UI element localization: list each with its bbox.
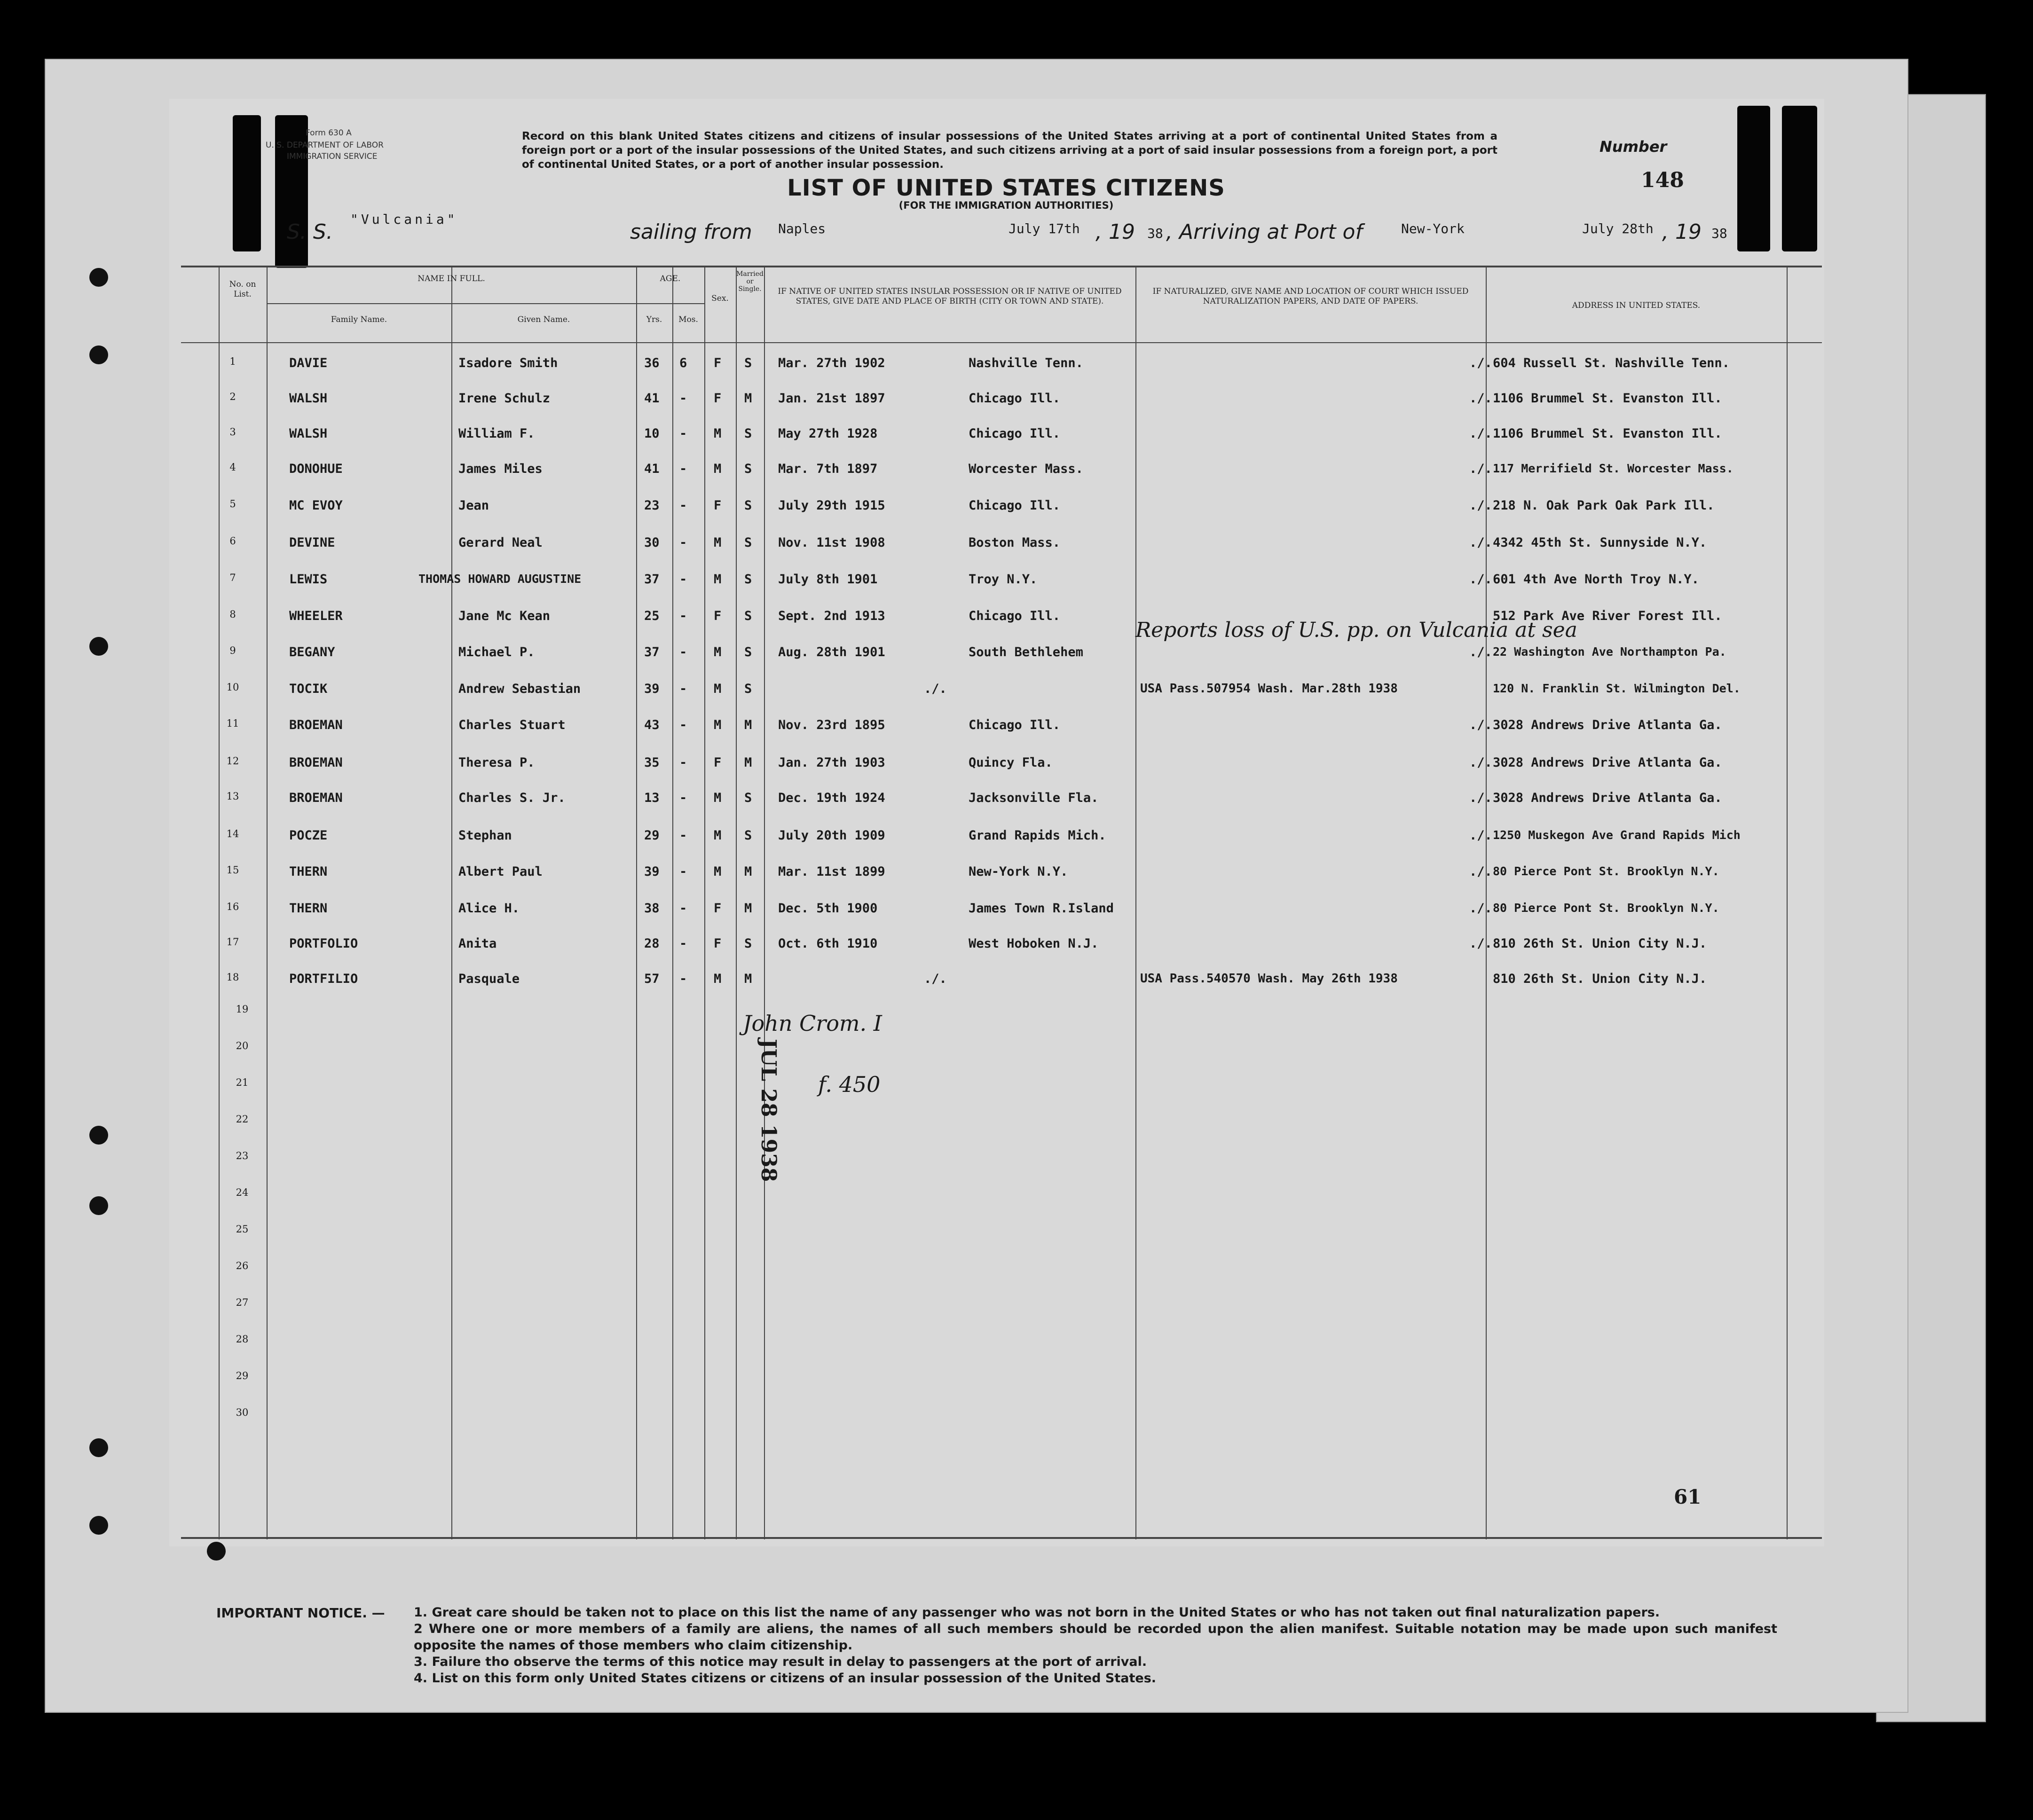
cell-mos: - xyxy=(679,718,687,732)
cell-addr: 117 Merrifield St. Worcester Mass. xyxy=(1493,462,1734,475)
cell-addr: 3028 Andrews Drive Atlanta Ga. xyxy=(1493,791,1722,805)
cell-sex: F xyxy=(714,498,722,513)
cell-addr: 1106 Brummel St. Evanston Ill. xyxy=(1493,391,1722,406)
cell-yrs: 10 xyxy=(644,426,660,441)
cell-yrs: 29 xyxy=(644,828,660,843)
cell-family: BROEMAN xyxy=(289,791,343,805)
cell-sex: M xyxy=(714,682,722,696)
cell-no: 15 xyxy=(226,864,239,876)
cell-no: 13 xyxy=(226,791,239,802)
cell-bplace: Jacksonville Fla. xyxy=(969,791,1099,805)
cell-mos: - xyxy=(679,791,687,805)
ship-name: "Vulcania" xyxy=(350,212,458,227)
cell-ms: S xyxy=(744,645,752,659)
cell-given: Michael P. xyxy=(458,645,535,659)
index-tab xyxy=(1782,106,1817,251)
table-row xyxy=(181,823,1822,851)
empty-row-number: 29 xyxy=(236,1370,249,1381)
cell-ms: S xyxy=(744,498,752,513)
cell-sex: M xyxy=(714,864,722,879)
table-row xyxy=(181,895,1822,924)
table-bottom-rule xyxy=(181,1537,1822,1539)
cell-nat: ./. xyxy=(1469,791,1492,805)
cell-ms: S xyxy=(744,609,752,623)
cell-given: Charles S. Jr. xyxy=(458,791,566,805)
empty-row-number: 30 xyxy=(236,1407,249,1418)
cell-yrs: 30 xyxy=(644,535,660,550)
cell-family: POCZE xyxy=(289,828,328,843)
cell-nat: ./. xyxy=(1469,936,1492,951)
col-header-sex: Sex. xyxy=(711,294,729,303)
cell-bdate: Jan. 21st 1897 xyxy=(778,391,885,406)
cell-nat: USA Pass.507954 Wash. Mar.28th 1938 xyxy=(1140,682,1398,696)
empty-row-number: 24 xyxy=(236,1187,249,1198)
cell-addr: 218 N. Oak Park Oak Park Ill. xyxy=(1493,498,1715,513)
cell-family: WALSH xyxy=(289,391,328,406)
index-tab xyxy=(1737,106,1770,251)
empty-row-number: 25 xyxy=(236,1224,249,1235)
arrival-port: New-York xyxy=(1401,221,1465,236)
cell-yrs: 13 xyxy=(644,791,660,805)
cell-sex: F xyxy=(714,936,722,951)
index-tab xyxy=(233,115,261,251)
passenger-table xyxy=(181,266,1822,1539)
cell-bdate: Sept. 2nd 1913 xyxy=(778,609,885,623)
cell-yrs: 41 xyxy=(644,462,660,476)
cell-addr: 120 N. Franklin St. Wilmington Del. xyxy=(1493,682,1741,695)
cell-nat: ./. xyxy=(1469,755,1492,770)
notice-label: IMPORTANT NOTICE. — xyxy=(216,1605,385,1621)
service: IMMIGRATION SERVICE xyxy=(287,152,378,161)
table-row xyxy=(181,350,1822,378)
sailing-label: sailing from xyxy=(630,220,752,244)
cell-bdate: July 8th 1901 xyxy=(778,572,878,587)
table-row xyxy=(181,931,1822,959)
table-row xyxy=(181,385,1822,414)
cell-yrs: 41 xyxy=(644,391,660,406)
cell-mos: - xyxy=(679,498,687,513)
cell-addr: 4342 45th St. Sunnyside N.Y. xyxy=(1493,535,1707,550)
cell-bplace: New-York N.Y. xyxy=(969,864,1068,879)
cell-bdate: Mar. 7th 1897 xyxy=(778,462,878,476)
cell-nat: ./. xyxy=(1469,828,1492,843)
notice-item: 4. List on this form only United States citizens or citizens of an insular possession of the United States. xyxy=(414,1671,1157,1686)
cell-yrs: 28 xyxy=(644,936,660,951)
cell-no: 17 xyxy=(226,936,239,948)
cell-no: 12 xyxy=(226,755,239,767)
cell-addr: 512 Park Ave River Forest Ill. xyxy=(1493,609,1722,623)
cell-addr: 1106 Brummel St. Evanston Ill. xyxy=(1493,426,1722,441)
cell-ms: M xyxy=(744,755,752,770)
cell-no: 16 xyxy=(226,901,239,912)
cell-bplace: Chicago Ill. xyxy=(969,498,1061,513)
cell-bdate: ./. xyxy=(924,972,947,986)
cell-mos: - xyxy=(679,755,687,770)
cell-ms: S xyxy=(744,462,752,476)
cell-ms: M xyxy=(744,391,752,406)
cell-bdate: ./. xyxy=(924,682,947,696)
cell-bplace: Worcester Mass. xyxy=(969,462,1083,476)
cell-ms: S xyxy=(744,356,752,370)
cell-no: 3 xyxy=(229,426,236,438)
cell-addr: 810 26th St. Union City N.J. xyxy=(1493,936,1707,951)
cell-ms: M xyxy=(744,901,752,916)
cell-nat: ./. xyxy=(1469,426,1492,441)
cell-mos: 6 xyxy=(679,356,687,370)
cell-nat: ./. xyxy=(1469,645,1492,659)
cell-bdate: Aug. 28th 1901 xyxy=(778,645,885,659)
cell-family: BROEMAN xyxy=(289,755,343,770)
cell-ms: M xyxy=(744,864,752,879)
cell-nat: ./. xyxy=(1469,535,1492,550)
punch-hole xyxy=(89,1516,108,1535)
date-stamp: JUL 28 1938 xyxy=(756,1039,780,1182)
cell-sex: F xyxy=(714,391,722,406)
arrival-year: 38 xyxy=(1711,226,1727,241)
cell-bdate: Nov. 11st 1908 xyxy=(778,535,885,550)
table-row xyxy=(181,785,1822,813)
cell-family: WHEELER xyxy=(289,609,343,623)
cell-bplace: South Bethlehem xyxy=(969,645,1083,659)
table-top-rule xyxy=(181,266,1822,267)
cell-ms: S xyxy=(744,535,752,550)
departure-port: Naples xyxy=(778,221,826,236)
cell-bdate: Mar. 27th 1902 xyxy=(778,356,885,370)
cell-family: PORTFILIO xyxy=(289,972,358,986)
table-row xyxy=(181,639,1822,667)
punch-hole xyxy=(89,637,108,656)
punch-hole xyxy=(89,1126,108,1145)
table-row xyxy=(181,530,1822,558)
col-header-mos: Mos. xyxy=(678,315,698,324)
cell-given: James Miles xyxy=(458,462,543,476)
cell-bdate: July 20th 1909 xyxy=(778,828,885,843)
cell-ms: M xyxy=(744,972,752,986)
cell-sex: M xyxy=(714,645,722,659)
cell-yrs: 23 xyxy=(644,498,660,513)
cell-yrs: 25 xyxy=(644,609,660,623)
cell-family: THERN xyxy=(289,901,328,916)
cell-given: Irene Schulz xyxy=(458,391,551,406)
empty-row-number: 27 xyxy=(236,1297,249,1308)
cell-given: Charles Stuart xyxy=(458,718,566,732)
cell-nat: ./. xyxy=(1469,391,1492,406)
cell-bplace: Chicago Ill. xyxy=(969,718,1061,732)
col-header-no: No. on List. xyxy=(229,280,256,299)
table-row xyxy=(181,712,1822,740)
cell-bplace: Chicago Ill. xyxy=(969,426,1061,441)
col-header-address: ADDRESS IN UNITED STATES. xyxy=(1572,301,1701,310)
empty-row-number: 19 xyxy=(236,1004,249,1015)
cell-bplace: James Town R.Island xyxy=(969,901,1114,916)
cell-given: Andrew Sebastian xyxy=(458,682,581,696)
table-row xyxy=(181,456,1822,484)
sail-year-prefix: , 19 xyxy=(1095,220,1135,244)
cell-given: THOMAS HOWARD AUGUSTINE xyxy=(418,572,582,586)
cell-mos: - xyxy=(679,936,687,951)
cell-family: PORTFOLIO xyxy=(289,936,358,951)
ss-prefix: S. S. xyxy=(287,220,333,244)
notice-item: 2 Where one or more members of a family are aliens, the names of all such members should be recorded upon the alien manifest. Suitable notation may be made upon such manifest opposite the names of those members who claim citizenship. xyxy=(414,1622,1777,1653)
number-label: Number xyxy=(1600,138,1667,156)
punch-hole xyxy=(89,345,108,364)
punch-hole xyxy=(89,1196,108,1215)
cell-yrs: 35 xyxy=(644,755,660,770)
cell-nat: ./. xyxy=(1469,572,1492,587)
handwritten-note: Reports loss of U.S. pp. on Vulcania at sea xyxy=(1135,618,1577,642)
col-header-given: Given Name. xyxy=(517,315,570,324)
cell-mos: - xyxy=(679,901,687,916)
cell-no: 8 xyxy=(229,609,236,620)
table-row xyxy=(181,859,1822,887)
cell-no: 18 xyxy=(226,972,239,983)
cell-sex: M xyxy=(714,718,722,732)
cell-bplace: Boston Mass. xyxy=(969,535,1061,550)
page-number: 61 xyxy=(1674,1485,1702,1508)
cell-ms: S xyxy=(744,682,752,696)
cell-given: Alice H. xyxy=(458,901,520,916)
cell-family: DONOHUE xyxy=(289,462,343,476)
cell-sex: F xyxy=(714,901,722,916)
arriving-label: , Arriving at Port of xyxy=(1166,220,1363,244)
cell-bdate: Nov. 23rd 1895 xyxy=(778,718,885,732)
cell-yrs: 39 xyxy=(644,682,660,696)
age-subrule xyxy=(636,303,704,304)
punch-hole xyxy=(207,1542,226,1561)
cell-sex: M xyxy=(714,535,722,550)
cell-yrs: 57 xyxy=(644,972,660,986)
cell-bplace: West Hoboken N.J. xyxy=(969,936,1099,951)
cell-sex: F xyxy=(714,755,722,770)
cell-given: Gerard Neal xyxy=(458,535,543,550)
col-header-married: Married or Single. xyxy=(736,270,764,293)
page-title: LIST OF UNITED STATES CITIZENS xyxy=(787,175,1225,201)
cell-sex: F xyxy=(714,356,722,370)
cell-given: William F. xyxy=(458,426,535,441)
cell-family: TOCIK xyxy=(289,682,328,696)
notice-item: 3. Failure tho observe the terms of this notice may result in delay to passengers at the port of arrival. xyxy=(414,1655,1147,1669)
cell-family: DEVINE xyxy=(289,535,335,550)
cell-sex: M xyxy=(714,972,722,986)
empty-row-number: 28 xyxy=(236,1334,249,1345)
cell-bdate: July 29th 1915 xyxy=(778,498,885,513)
cell-no: 6 xyxy=(229,535,236,547)
cell-mos: - xyxy=(679,972,687,986)
cell-mos: - xyxy=(679,609,687,623)
cell-bplace: Troy N.Y. xyxy=(969,572,1038,587)
index-tab xyxy=(275,115,308,268)
cell-family: MC EVOY xyxy=(289,498,343,513)
cell-mos: - xyxy=(679,645,687,659)
notice-item: 1. Great care should be taken not to place on this list the name of any passenger who was not born in the United States or who has not taken out final naturalization papers. xyxy=(414,1605,1660,1620)
cell-bplace: Grand Rapids Mich. xyxy=(969,828,1106,843)
notice-items xyxy=(414,1604,1777,1687)
cell-sex: M xyxy=(714,426,722,441)
cell-addr: 3028 Andrews Drive Atlanta Ga. xyxy=(1493,755,1722,770)
cell-addr: 1250 Muskegon Ave Grand Rapids Mich xyxy=(1493,828,1741,842)
page-subtitle: (FOR THE IMMIGRATION AUTHORITIES) xyxy=(898,200,1114,211)
punch-hole xyxy=(89,1438,108,1457)
cell-yrs: 43 xyxy=(644,718,660,732)
empty-row-number: 22 xyxy=(236,1114,249,1125)
cell-mos: - xyxy=(679,535,687,550)
cell-bdate: Mar. 11st 1899 xyxy=(778,864,885,879)
cell-yrs: 37 xyxy=(644,645,660,659)
cell-family: DAVIE xyxy=(289,356,328,370)
empty-row-number: 23 xyxy=(236,1150,249,1161)
cell-nat: ./. xyxy=(1469,864,1492,879)
list-number: 148 xyxy=(1641,168,1684,192)
cell-no: 10 xyxy=(226,682,239,693)
cell-addr: 80 Pierce Pont St. Brooklyn N.Y. xyxy=(1493,864,1719,878)
cell-bplace: Quincy Fla. xyxy=(969,755,1053,770)
form-number: Form 630 A xyxy=(306,128,352,138)
cell-bplace: Chicago Ill. xyxy=(969,391,1061,406)
cell-yrs: 38 xyxy=(644,901,660,916)
cell-given: Jean xyxy=(458,498,489,513)
cell-nat: ./. xyxy=(1469,356,1492,370)
cell-nat: ./. xyxy=(1469,498,1492,513)
cell-addr: 601 4th Ave North Troy N.Y. xyxy=(1493,572,1699,587)
cell-mos: - xyxy=(679,391,687,406)
department: U. S. DEPARTMENT OF LABOR xyxy=(266,141,384,150)
cell-bdate: May 27th 1928 xyxy=(778,426,878,441)
col-header-family: Family Name. xyxy=(331,315,387,324)
cell-sex: M xyxy=(714,791,722,805)
cell-sex: M xyxy=(714,828,722,843)
cell-yrs: 37 xyxy=(644,572,660,587)
cell-bdate: Dec. 5th 1900 xyxy=(778,901,878,916)
cell-no: 1 xyxy=(229,356,236,367)
cell-mos: - xyxy=(679,572,687,587)
cell-nat: USA Pass.540570 Wash. May 26th 1938 xyxy=(1140,972,1398,986)
cell-mos: - xyxy=(679,462,687,476)
table-row xyxy=(181,421,1822,449)
cell-nat: ./. xyxy=(1469,718,1492,732)
table-row xyxy=(181,566,1822,595)
cell-addr: 3028 Andrews Drive Atlanta Ga. xyxy=(1493,718,1722,732)
cell-family: BEGANY xyxy=(289,645,335,659)
cell-no: 7 xyxy=(229,572,236,583)
handwritten-signature: John Crom. I xyxy=(743,1011,882,1036)
table-row xyxy=(181,750,1822,778)
cell-bplace: Nashville Tenn. xyxy=(969,356,1083,370)
cell-bdate: Oct. 6th 1910 xyxy=(778,936,878,951)
table-row xyxy=(181,966,1822,994)
cell-addr: 604 Russell St. Nashville Tenn. xyxy=(1493,356,1730,370)
cell-given: Jane Mc Kean xyxy=(458,609,551,623)
col-header-native: IF NATIVE OF UNITED STATES INSULAR POSSESSION OR IF NATIVE OF UNITED STATES, GIVE DATE AND PLACE OF BIRTH (CITY OR TOWN AND STATE). xyxy=(778,287,1122,306)
record-instructions: Record on this blank United States citizens and citizens of insular possessions of the United States arriving at a port of continental United States from a foreign port or a port of the insular possessions of the United States, and such citizens arriving at a port of said insular possessions from a foreign port, a port of continental United States, or a port of another insular possession. xyxy=(522,130,1497,171)
sail-year: 38 xyxy=(1147,226,1163,241)
cell-yrs: 36 xyxy=(644,356,660,370)
cell-family: BROEMAN xyxy=(289,718,343,732)
cell-no: 14 xyxy=(226,828,239,839)
cell-nat: ./. xyxy=(1469,901,1492,916)
cell-ms: S xyxy=(744,828,752,843)
cell-given: Theresa P. xyxy=(458,755,535,770)
col-header-naturalized: IF NATURALIZED, GIVE NAME AND LOCATION OF COURT WHICH ISSUED NATURALIZATION PAPERS, AND DATE OF PAPERS. xyxy=(1152,287,1469,306)
cell-given: Stephan xyxy=(458,828,512,843)
handwritten-code: f. 450 xyxy=(818,1072,881,1097)
col-header-yrs: Yrs. xyxy=(646,315,662,324)
col-header-age: AGE. xyxy=(660,274,681,283)
cell-ms: S xyxy=(744,572,752,587)
cell-addr: 22 Washington Ave Northampton Pa. xyxy=(1493,645,1726,659)
arrival-year-prefix: , 19 xyxy=(1662,220,1702,244)
cell-addr: 80 Pierce Pont St. Brooklyn N.Y. xyxy=(1493,901,1719,915)
cell-mos: - xyxy=(679,682,687,696)
cell-mos: - xyxy=(679,426,687,441)
cell-given: Isadore Smith xyxy=(458,356,558,370)
header-rule xyxy=(181,342,1822,343)
arrival-date: July 28th xyxy=(1582,221,1654,236)
cell-no: 9 xyxy=(229,645,236,656)
col-header-name: NAME IN FULL. xyxy=(418,274,485,283)
table-row xyxy=(181,493,1822,521)
cell-mos: - xyxy=(679,864,687,879)
cell-ms: S xyxy=(744,426,752,441)
cell-given: Pasquale xyxy=(458,972,520,986)
punch-hole xyxy=(89,268,108,287)
cell-nat: ./. xyxy=(1469,462,1492,476)
cell-given: Albert Paul xyxy=(458,864,543,879)
cell-family: WALSH xyxy=(289,426,328,441)
sail-date: July 17th xyxy=(1009,221,1080,236)
cell-sex: M xyxy=(714,572,722,587)
cell-bplace: Chicago Ill. xyxy=(969,609,1061,623)
cell-mos: - xyxy=(679,828,687,843)
name-subrule xyxy=(267,303,636,304)
cell-bdate: Jan. 27th 1903 xyxy=(778,755,885,770)
cell-addr: 810 26th St. Union City N.J. xyxy=(1493,972,1707,986)
cell-yrs: 39 xyxy=(644,864,660,879)
cell-no: 2 xyxy=(229,391,236,402)
cell-no: 5 xyxy=(229,498,236,510)
cell-sex: F xyxy=(714,609,722,623)
cell-no: 11 xyxy=(226,718,239,729)
cell-family: LEWIS xyxy=(289,572,328,587)
empty-row-number: 26 xyxy=(236,1260,249,1271)
cell-ms: M xyxy=(744,718,752,732)
cell-family: THERN xyxy=(289,864,328,879)
cell-sex: M xyxy=(714,462,722,476)
table-row xyxy=(181,676,1822,704)
cell-bdate: Dec. 19th 1924 xyxy=(778,791,885,805)
cell-no: 4 xyxy=(229,462,236,473)
empty-row-number: 20 xyxy=(236,1040,249,1051)
empty-row-number: 21 xyxy=(236,1077,249,1088)
cell-given: Anita xyxy=(458,936,497,951)
cell-ms: S xyxy=(744,791,752,805)
cell-ms: S xyxy=(744,936,752,951)
